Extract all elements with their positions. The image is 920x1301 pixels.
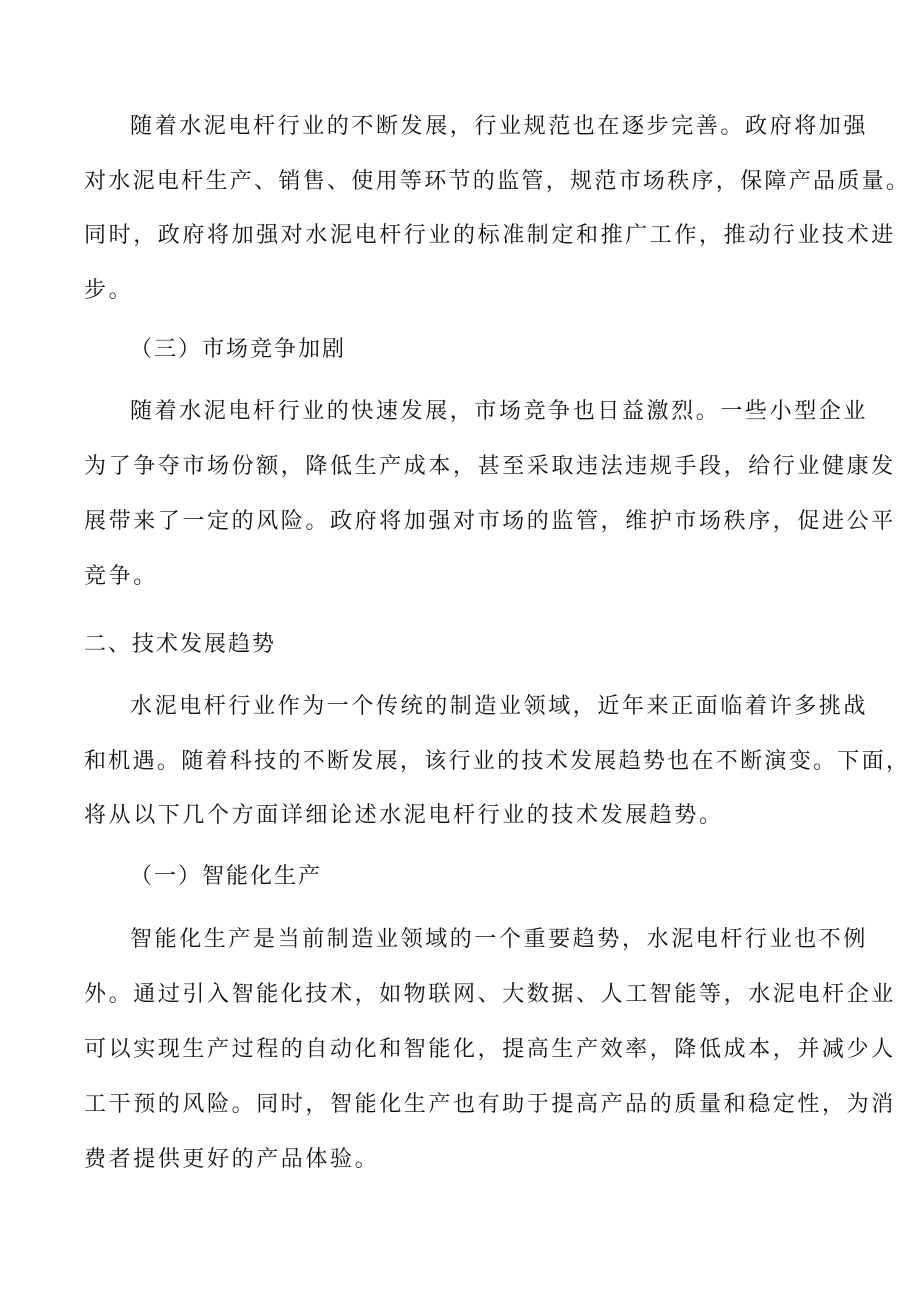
paragraph-line: 同时，政府将加强对水泥电杆行业的标准制定和推广工作，推动行业技术进	[84, 223, 896, 248]
paragraph-line: 随着水泥电杆行业的不断发展，行业规范也在逐步完善。政府将加强	[130, 114, 869, 139]
section-heading: 二、技术发展趋势	[84, 632, 277, 657]
paragraph-line: 竞争。	[84, 564, 158, 589]
paragraph-line: 外。通过引入智能化技术，如物联网、大数据、人工智能等，水泥电杆企业	[84, 982, 896, 1007]
paragraph-line: 将从以下几个方面详细论述水泥电杆行业的技术发展趋势。	[84, 803, 724, 828]
paragraph-line: 为了争夺市场份额，降低生产成本，甚至采取违法违规手段，给行业健康发	[84, 454, 896, 479]
paragraph-line: 步。	[84, 278, 134, 303]
subsection-heading: （三）市场竞争加剧	[130, 337, 347, 362]
paragraph-line: 可以实现生产过程的自动化和智能化，提高生产效率，降低成本，并减少人	[84, 1037, 896, 1062]
paragraph-line: 和机遇。随着科技的不断发展，该行业的技术发展趋势也在不断演变。下面，	[84, 749, 911, 774]
paragraph-line: 水泥电杆行业作为一个传统的制造业领域，近年来正面临着许多挑战	[130, 694, 869, 719]
paragraph-line: 费者提供更好的产品体验。	[84, 1147, 380, 1172]
paragraph-line: 展带来了一定的风险。政府将加强对市场的监管，维护市场秩序，促进公平	[84, 509, 896, 534]
paragraph-line: 对水泥电杆生产、销售、使用等环节的监管，规范市场秩序，保障产品质量。	[84, 169, 911, 194]
paragraph-line: 工干预的风险。同时，智能化生产也有助于提高产品的质量和稳定性，为消	[84, 1092, 896, 1117]
paragraph-line: 随着水泥电杆行业的快速发展，市场竞争也日益激烈。一些小型企业	[130, 399, 869, 424]
subsection-heading: （一）智能化生产	[130, 864, 323, 889]
paragraph-line: 智能化生产是当前制造业领域的一个重要趋势，水泥电杆行业也不例	[130, 927, 869, 952]
